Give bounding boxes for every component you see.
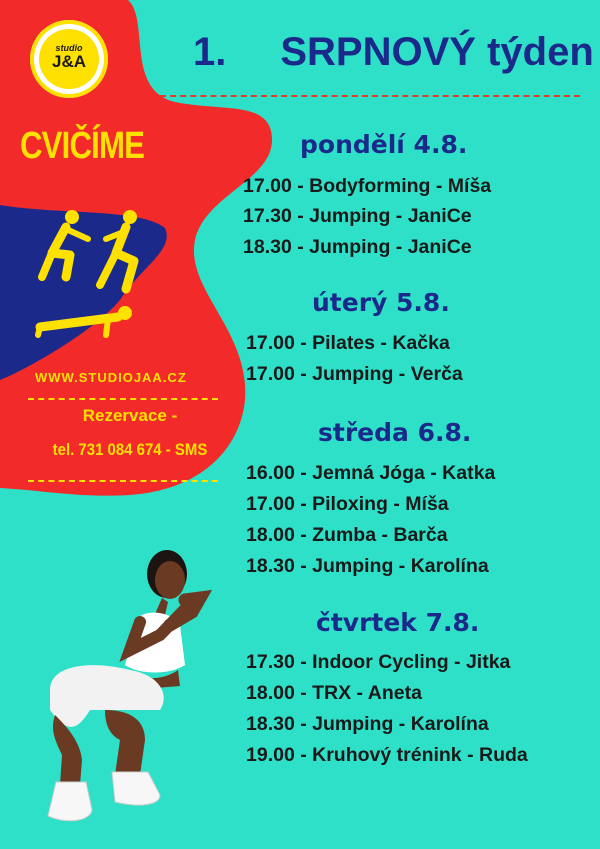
logo-text-top: studio [55,43,83,53]
session-item: 19.00 - Kruhový trénink - Ruda [246,744,528,766]
session-item: 18.30 - Jumping - JaniCe [243,236,472,258]
exercise-figures [30,205,160,345]
session-item: 18.00 - Zumba - Barča [246,524,448,546]
week-title: SRPNOVÝ týden [280,30,594,74]
session-item: 17.00 - Pilates - Kačka [246,332,450,354]
logo-text-main: J&A [51,52,86,71]
session-item: 17.00 - Jumping - Verča [246,363,463,385]
sidebar-title: CVIČÍME [20,125,145,167]
athlete-illustration [20,540,240,840]
day-heading-wednesday: středa 6.8. [318,418,472,447]
day-heading-monday: pondělí 4.8. [300,130,468,159]
week-number: 1. [193,30,227,74]
sidebar-divider-bottom [28,480,218,482]
athlete-figure [48,550,203,821]
studio-logo [30,20,108,98]
session-item: 17.00 - Bodyforming - Míša [243,175,492,197]
squat-figure-icon [42,210,88,277]
session-item: 17.30 - Indoor Cycling - Jitka [246,651,511,673]
session-item: 16.00 - Jemná Jóga - Katka [246,462,496,484]
sidebar-divider-top [28,398,218,400]
session-item: 18.30 - Jumping - Karolína [246,555,489,577]
session-item: 17.00 - Piloxing - Míša [246,493,449,515]
session-item: 18.00 - TRX - Aneta [246,682,422,704]
session-item: 18.30 - Jumping - Karolína [246,713,489,735]
reservation-label: Rezervace - [82,406,178,425]
day-heading-tuesday: úterý 5.8. [312,288,450,317]
day-heading-thursday: čtvrtek 7.8. [316,608,480,637]
reservation-phone: tel. 731 084 674 - SMS [52,440,208,459]
session-item: 17.30 - Jumping - JaniCe [243,205,472,227]
website-link[interactable]: WWW.STUDIOJAA.CZ [35,370,187,385]
logo-badge [39,29,99,89]
plank-figure-icon [38,306,132,335]
squat-jump-figure-icon [100,210,137,289]
header-divider [160,95,580,97]
page-title [193,30,594,75]
